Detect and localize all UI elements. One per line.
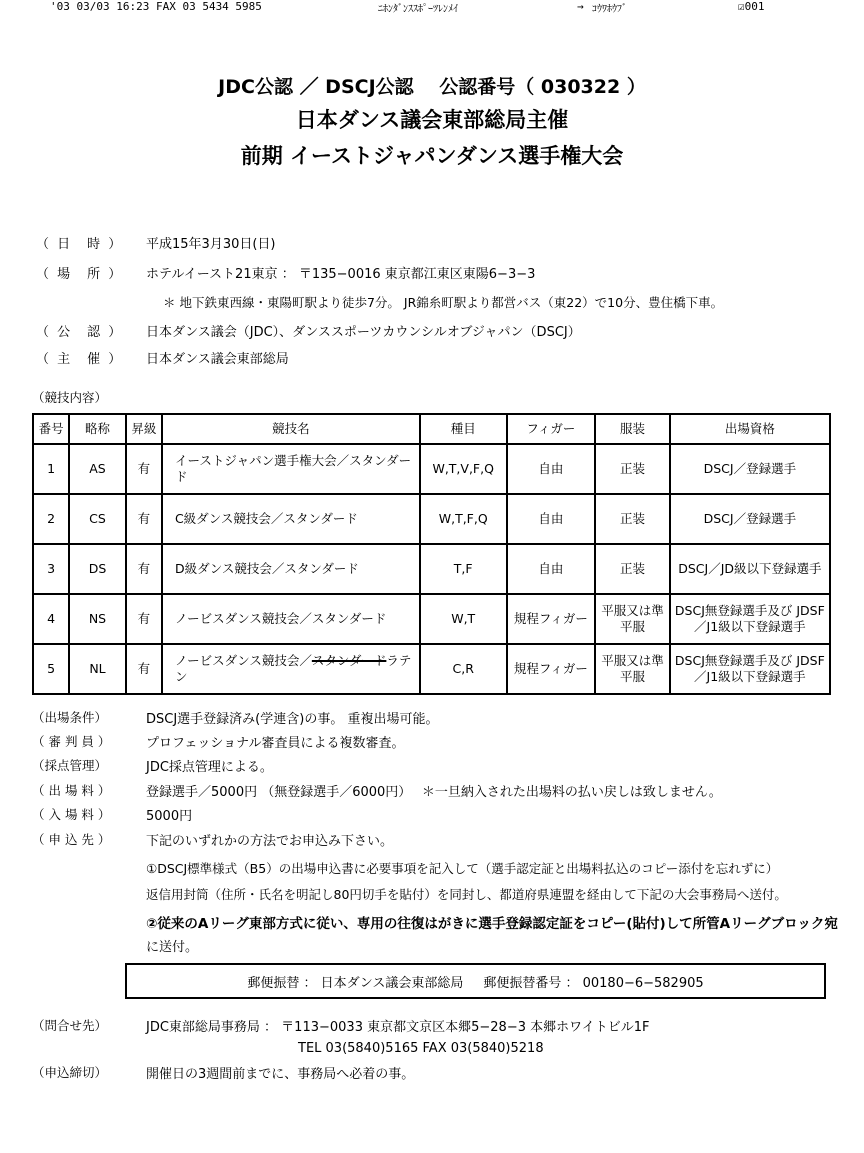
- cell-qualification: DSCJ／登録選手: [670, 494, 830, 544]
- host-label: （ 主 催 ）: [36, 352, 124, 367]
- cell-promotion: 有: [126, 544, 162, 594]
- event-name-struck: スタンダード: [311, 653, 387, 668]
- table-row: [33, 544, 830, 594]
- cell-event-name: ノービスダンス競技会／スタンダード: [162, 594, 420, 644]
- cell-number: 5: [33, 644, 69, 694]
- cell-figure: 自由: [507, 544, 596, 594]
- fax-recipient: ｺｳﾜﾎｳﾌﾞ: [592, 4, 627, 15]
- approval-label: （ 公 認 ）: [36, 325, 124, 340]
- table-row: [33, 494, 830, 544]
- judges-label: （ 審 判 員 ）: [32, 734, 111, 749]
- contact-phone-fax: TEL 03(5840)5165 FAX 03(5840)5218: [298, 1041, 544, 1056]
- cell-qualification: DSCJ／登録選手: [670, 444, 830, 494]
- cell-dress: 正装: [595, 444, 670, 494]
- host-value: 日本ダンス議会東部総局: [146, 352, 289, 367]
- cell-dress: 平服又は準平服: [595, 644, 670, 694]
- cell-dress: 正装: [595, 494, 670, 544]
- fax-arrow: →: [577, 0, 584, 13]
- header-abbr: 略称: [69, 414, 125, 444]
- header-dances: 種目: [420, 414, 507, 444]
- access-note: ＊ 地下鉄東西線・東陽町駅より徒歩7分。 JR錦糸町駅より都営バス（東22）で10分、豊住橋下車。: [163, 295, 724, 310]
- certification-line: JDC公認 ／ DSCJ公認 公認番号（ 030322 ）: [218, 76, 646, 98]
- postal-transfer-number: 郵便振替番号 ： 00180−6−582905: [483, 975, 704, 991]
- admission-label: （ 入 場 料 ）: [32, 807, 111, 822]
- entry-condition-value: DSCJ選手登録済み(学連含)の事。 重複出場可能。: [146, 712, 439, 727]
- table-caption: （競技内容）: [32, 390, 108, 405]
- cell-dress: 平服又は準平服: [595, 594, 670, 644]
- cell-event-name: [162, 644, 420, 694]
- deadline-label: （申込締切）: [32, 1065, 108, 1080]
- fax-page: ☑001: [738, 0, 765, 13]
- cell-abbr: AS: [69, 444, 125, 494]
- apply-method-1-line2: 返信用封筒（住所・氏名を明記し80円切手を貼付）を同封し、都道府県連盟を経由して下記の大会事務局へ送付。: [146, 887, 787, 902]
- apply-method-1-line1: ①DSCJ標準様式（B5）の出場申込書に必要事項を記入して（選手認定証と出場料払込のコピー添付を忘れずに）: [146, 861, 779, 876]
- header-number: 番号: [33, 414, 69, 444]
- contact-label: （問合せ先）: [32, 1018, 108, 1033]
- date-value: 平成15年3月30日(日): [146, 237, 276, 252]
- cell-dress: 正装: [595, 544, 670, 594]
- fax-datetime: '03 03/03 16:23 FAX 03 5434 5985: [50, 0, 262, 13]
- header-qualification: 出場資格: [670, 414, 830, 444]
- cell-promotion: 有: [126, 494, 162, 544]
- apply-method-2-line2: に送付。: [146, 940, 199, 955]
- organizer-title: 日本ダンス議会東部総局主催: [295, 108, 569, 132]
- cell-dances: W,T,F,Q: [420, 494, 507, 544]
- apply-value: 下記のいずれかの方法でお申込み下さい。: [146, 834, 394, 849]
- contact-address: JDC東部総局事務局 ： 〒113−0033 東京都文京区本郷5−28−3 本郷ホワイトビル1F: [146, 1020, 650, 1035]
- cell-number: 2: [33, 494, 69, 544]
- table-row: [33, 644, 830, 694]
- cell-abbr: CS: [69, 494, 125, 544]
- cell-promotion: 有: [126, 444, 162, 494]
- cell-promotion: 有: [126, 594, 162, 644]
- cell-qualification: DSCJ／JD級以下登録選手: [670, 544, 830, 594]
- admission-value: 5000円: [146, 809, 193, 824]
- cell-dances: W,T,V,F,Q: [420, 444, 507, 494]
- cell-figure: 規程フィガー: [507, 594, 596, 644]
- cell-qualification: DSCJ無登録選手及び JDSF／J1級以下登録選手: [670, 594, 830, 644]
- cell-abbr: NS: [69, 594, 125, 644]
- cell-dances: T,F: [420, 544, 507, 594]
- header-promotion: 昇級: [126, 414, 162, 444]
- apply-label: （ 申 込 先 ）: [32, 832, 111, 847]
- events-table: [32, 413, 831, 695]
- fax-sender: ﾆﾎﾝﾀﾞﾝｽｽﾎﾟｰﾂﾚﾝﾒｲ: [378, 4, 458, 15]
- cell-number: 3: [33, 544, 69, 594]
- table-row: [33, 444, 830, 494]
- header-figure: フィガー: [507, 414, 596, 444]
- judges-value: プロフェッショナル審査員による複数審査。: [146, 736, 405, 751]
- scoring-label: （採点管理）: [32, 758, 108, 773]
- entry-condition-label: （出場条件）: [32, 710, 108, 725]
- deadline-value: 開催日の3週間前までに、事務局へ必着の事。: [146, 1067, 415, 1082]
- event-name-suffix: ラテン: [174, 653, 412, 684]
- event-title: 前期 イーストジャパンダンス選手権大会: [240, 144, 624, 168]
- scoring-value: JDC採点管理による。: [146, 760, 273, 775]
- entry-fee-value: 登録選手／5000円 （無登録選手／6000円） ＊一旦納入された出場料の払い戻しは致しません。: [146, 785, 722, 800]
- cell-event-name: D級ダンス競技会／スタンダード: [162, 544, 420, 594]
- venue-value: ホテルイースト21東京 ： 〒135−0016 東京都江東区東陽6−3−3: [146, 267, 536, 282]
- table-header-row: [33, 414, 830, 444]
- cell-event-name: イーストジャパン選手権大会／スタンダード: [162, 444, 420, 494]
- table-row: [33, 594, 830, 644]
- cell-figure: 自由: [507, 494, 596, 544]
- entry-fee-label: （ 出 場 料 ）: [32, 783, 111, 798]
- cell-qualification: DSCJ無登録選手及び JDSF／J1級以下登録選手: [670, 644, 830, 694]
- cell-promotion: 有: [126, 644, 162, 694]
- date-label: （ 日 時 ）: [36, 237, 124, 252]
- cell-number: 1: [33, 444, 69, 494]
- approval-value: 日本ダンス議会（JDC）、ダンススポーツカウンシルオブジャパン（DSCJ）: [146, 325, 581, 340]
- cell-dances: C,R: [420, 644, 507, 694]
- postal-transfer-box: [125, 963, 826, 999]
- header-event-name: 競技名: [162, 414, 420, 444]
- event-name-prefix: ノービスダンス競技会／: [174, 653, 312, 668]
- cell-number: 4: [33, 594, 69, 644]
- header-dress: 服装: [595, 414, 670, 444]
- cell-figure: 自由: [507, 444, 596, 494]
- cell-abbr: DS: [69, 544, 125, 594]
- apply-method-2-line1: ②従来のAリーグ東部方式に従い、専用の往復はがきに選手登録認定証をコピー(貼付)して所管Aリーグブロック宛: [146, 916, 838, 932]
- cell-event-name: C級ダンス競技会／スタンダード: [162, 494, 420, 544]
- cell-abbr: NL: [69, 644, 125, 694]
- cell-figure: 規程フィガー: [507, 644, 596, 694]
- postal-transfer-label: 郵便振替 ： 日本ダンス議会東部総局: [247, 975, 464, 991]
- cell-dances: W,T: [420, 594, 507, 644]
- venue-label: （ 場 所 ）: [36, 267, 124, 282]
